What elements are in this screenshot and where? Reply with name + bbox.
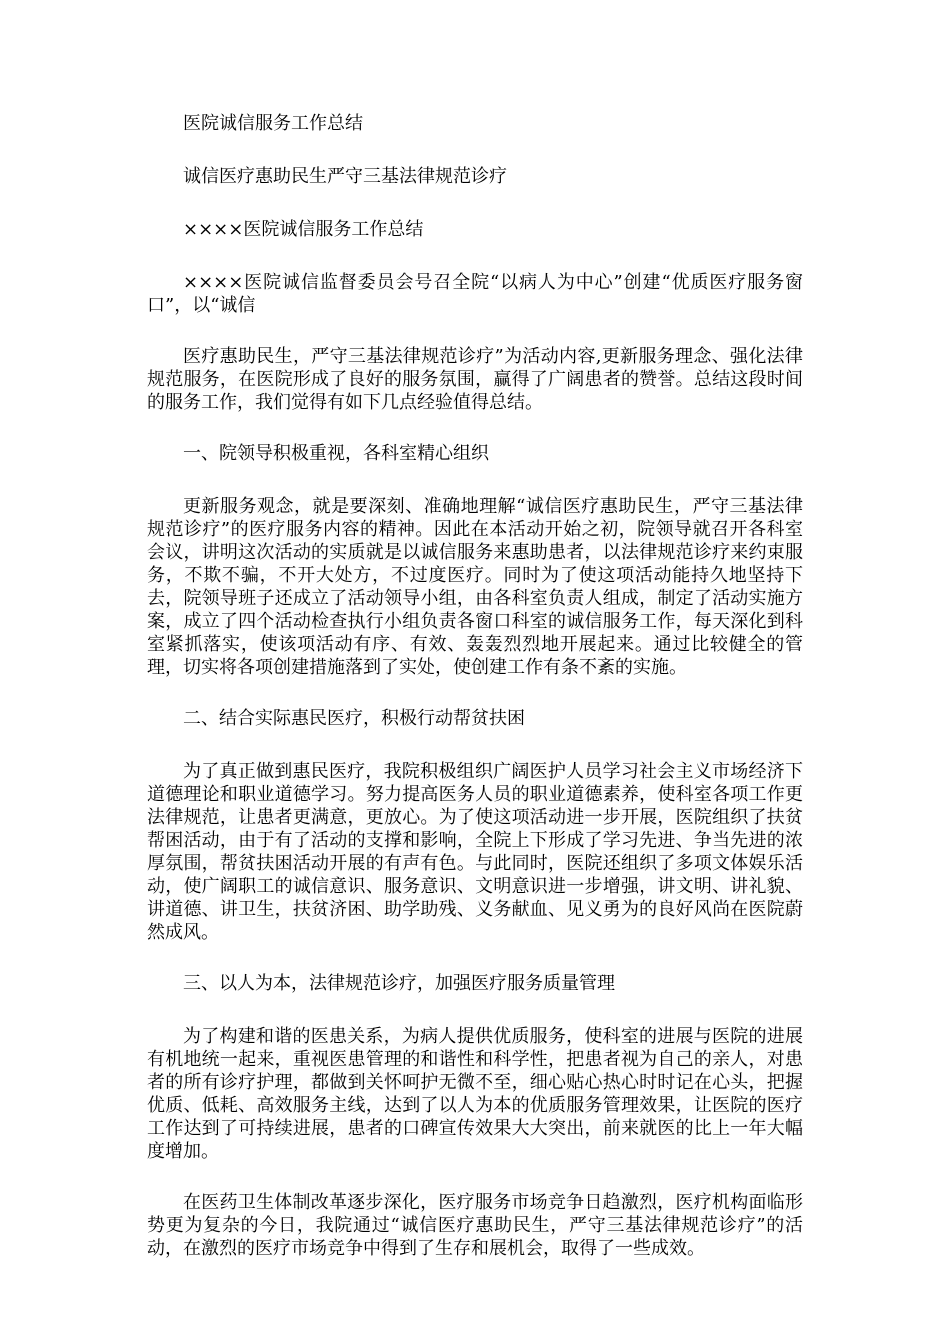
document-org-title: ××××医院诚信服务工作总结	[183, 219, 424, 240]
section-3-paragraph-2: 在医药卫生体制改革逐步深化，医疗服务市场竞争日趋激烈，医疗机构面临形势更为复杂的今日，我院通过“诚信医疗惠助民生，严守三基法律规范诊疗”的活动，在激烈的医疗市场竞争中得到了生存和展机会，取得了一些成效。	[147, 1192, 803, 1259]
section-heading-1: 一、院领导积极重视，各科室精心组织	[183, 443, 489, 464]
section-heading-2: 二、结合实际惠民医疗，积极行动帮贫扶困	[183, 708, 525, 729]
section-2-paragraph-1: 为了真正做到惠民医疗，我院积极组织广阔医护人员学习社会主义市场经济下道德理论和职业道德学习。努力提高医务人员的职业道德素养，使科室各项工作更法律规范，让患者更满意，更放心。为了使这项活动进一步开展，医院组织了扶贫帮困活动，由于有了活动的支撑和影响，全院上下形成了学习先进、争当先进的浓厚氛围，帮贫扶困活动开展的有声有色。与此同时，医院还组织了多项文体娱乐活动，使广阔职工的诚信意识、服务意识、文明意识进一步增强，讲文明、讲礼貌、讲道德、讲卫生，扶贫济困、助学助残、义务献血、见义勇为的良好风尚在医院蔚然成风。	[147, 761, 803, 943]
section-3-paragraph-1: 为了构建和谐的医患关系，为病人提供优质服务，使科室的进展与医院的进展有机地统一起来，重视医患管理的和谐性和科学性，把患者视为自己的亲人，对患者的所有诊疗护理，都做到关怀呵护无微不至，细心贴心热心时时记在心头，把握优质、低耗、高效服务主线，达到了以人为本的优质服务管理效果，让医院的医疗工作达到了可持续进展，患者的口碑宣传效果大大突出，前来就医的比上一年大幅度增加。	[147, 1026, 803, 1162]
intro-paragraph-2: 医疗惠助民生，严守三基法律规范诊疗”为活动内容,更新服务理念、强化法律规范服务，在医院形成了良好的服务氛围，赢得了广阔患者的赞誉。总结这段时间的服务工作，我们觉得有如下几点经验值得总结。	[147, 346, 803, 413]
document-title: 医院诚信服务工作总结	[183, 113, 363, 134]
document-page	[147, 112, 803, 1288]
intro-paragraph-1: ××××医院诚信监督委员会号召全院“以病人为中心”创建“优质医疗服务窗口”，以“诚信	[147, 272, 803, 316]
section-heading-3: 三、以人为本，法律规范诊疗，加强医疗服务质量管理	[183, 973, 615, 994]
document-subtitle: 诚信医疗惠助民生严守三基法律规范诊疗	[183, 166, 507, 187]
section-1-paragraph-1: 更新服务观念，就是要深刻、准确地理解“诚信医疗惠助民生，严守三基法律规范诊疗”的医疗服务内容的精神。因此在本活动开始之初，院领导就召开各科室会议，讲明这次活动的实质就是以诚信服务来惠助患者，以法律规范诊疗来约束服务，不欺不骗，不开大处方，不过度医疗。同时为了使这项活动能持久地坚持下去，院领导班子还成立了活动领导小组，由各科室负责人组成，制定了活动实施方案，成立了四个活动检查执行小组负责各窗口科室的诚信服务工作，每天深化到科室紧抓落实，使该项活动有序、有效、轰轰烈烈地开展起来。通过比较健全的管理，切实将各项创建措施落到了实处，使创建工作有条不紊的实施。	[147, 496, 803, 678]
